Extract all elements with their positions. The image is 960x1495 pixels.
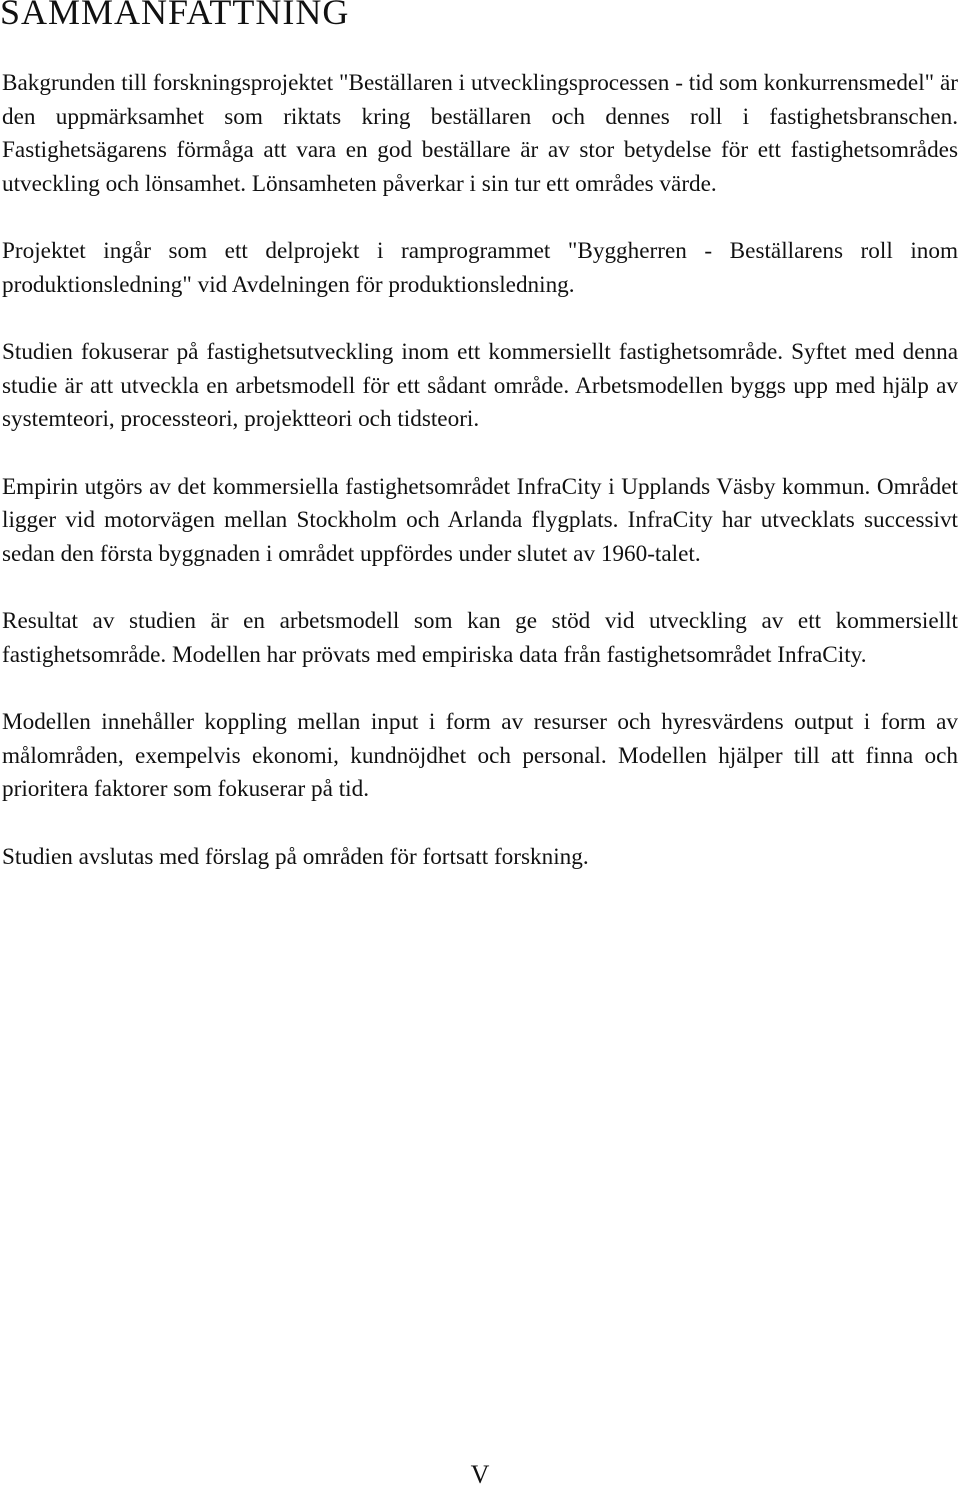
paragraph-study-focus: Studien fokuserar på fastighetsutveckling inom ett kommersiellt fastighetsområde. Syftet med denna studie är att utveckla en arbetsmodell för ett sådant område. Arbetsmodellen byggs upp med hjälp av systemteori, processteori, projektteori och tidsteori. (2, 339, 958, 432)
page-title: SAMMANFATTNING (0, 0, 350, 32)
paragraph-project: Projektet ingår som ett delprojekt i ramprogrammet "Byggherren - Beställarens roll inom produktionsledning" vid Avdelningen för produktionsledning. (2, 238, 958, 298)
paragraph-model: Modellen innehåller koppling mellan input i form av resurser och hyresvärdens output i form av målområden, exempelvis ekonomi, kundnöjdhet och personal. Modellen hjälper till att finna och prioritera faktorer som fokuserar på tid. (2, 709, 958, 802)
paragraph-empirics: Empirin utgörs av det kommersiella fastighetsområdet InfraCity i Upplands Väsby kommun. Området ligger vid motorvägen mellan Stockholm och Arlanda flygplats. InfraCity har utvecklats successivt sedan den första byggnaden i området uppfördes under slutet av 1960-talet. (2, 473, 958, 567)
summary-body (2, 67, 958, 908)
page-number: V (470, 1460, 490, 1489)
paragraph-background: Bakgrunden till forskningsprojektet "Beställaren i utvecklingsprocessen - tid som konkurrensmedel" är den uppmärksamhet som riktats kring beställaren och dennes roll i fastighetsbranschen. Fastighetsägarens förmåga att vara en god beställare är av stor betydelse för ett fastighetsområdes utveckling och lönsamhet. Lönsamheten påverkar i sin tur ett områdes värde. (2, 70, 958, 197)
paragraph-results: Resultat av studien är en arbetsmodell som kan ge stöd vid utveckling av ett kommersiellt fastighetsområde. Modellen har prövats med empiriska data från fastighetsområdet InfraCity. (2, 608, 958, 668)
paragraph-conclusion: Studien avslutas med förslag på områden för fortsatt forskning. (2, 843, 589, 870)
